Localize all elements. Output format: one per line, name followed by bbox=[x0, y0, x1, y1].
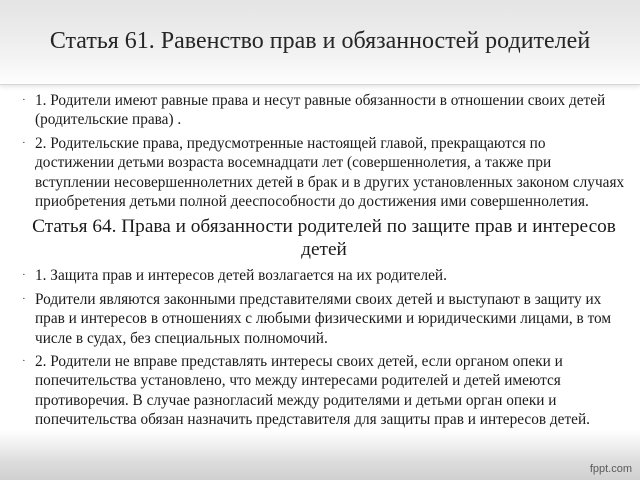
list-item bbox=[22, 91, 626, 130]
slide-content bbox=[22, 91, 626, 434]
list-item-text: 1. Защита прав и интересов детей возлагается на их родителей. bbox=[35, 267, 447, 285]
list-item-text: 2. Родители не вправе представлять интересы своих детей, если органом опеки и попечительства установлено, что между интересами родителей и детей имеются противоречия. В случае разногласий между родителями и детьми орган опеки и попечительства обязан назначить представителя для защиты прав и интересов детей. bbox=[35, 353, 590, 429]
watermark: fppt.com bbox=[589, 463, 632, 475]
slide-title: Статья 61. Равенство прав и обязанностей родителей bbox=[49, 28, 591, 54]
bullet-icon: · bbox=[22, 269, 26, 282]
list-item bbox=[22, 290, 626, 348]
bullet-icon: · bbox=[22, 94, 26, 106]
list-item-text: Родители являются законными представителями своих детей и выступают в защиту их прав и интересов в отношениях с любыми физическими и юридическими лицами, в том числе в судах, без специальных полномочий. bbox=[35, 290, 612, 347]
list-item bbox=[22, 134, 626, 212]
bullet-icon: · bbox=[22, 136, 26, 149]
title-bar bbox=[0, 0, 640, 85]
bullet-icon: · bbox=[22, 292, 26, 305]
list-item bbox=[22, 266, 626, 285]
bullet-icon: · bbox=[22, 355, 26, 368]
list-item-text: 1. Родители имеют равные права и несут равные обязанности в отношении своих детей (родительские права) . bbox=[35, 92, 606, 129]
section-heading: Статья 64. Права и обязанности родителей по защите прав и интересов детей bbox=[32, 216, 616, 261]
list-item bbox=[22, 352, 626, 430]
list-item-text: 2. Родительские права, предусмотренные настоящей главой, прекращаются по достижении детьми возраста восемнадцати лет (совершеннолетия, а также при вступлении несовершеннолетних детей в брак и в других установленных законом случаях приобретения детьми полной дееспособности до достижения ими совершеннолетия. bbox=[35, 134, 625, 211]
